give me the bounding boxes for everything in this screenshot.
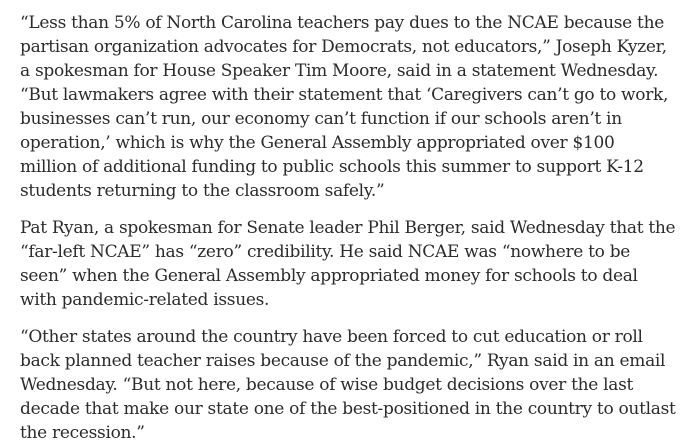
article-paragraph-ryan-email: “Other states around the country have been forced to cut education or roll back planned teacher raises because of the pandemic,” Ryan said in an email Wednesday. “But not here, because of wise budget decisions over the last decade that make our state one of the best-positioned in the country to outlast the recession.”	[20, 327, 676, 443]
article-paragraph-ryan-credibility: Pat Ryan, a spokesman for Senate leader Phil Berger, said Wednesday that the “far-left NCAE” has “zero” credibility. He said NCAE was “nowhere to be seen” when the General Assembly appropriated money for schools to deal with pandemic-related issues.	[20, 218, 676, 310]
article-paragraph-kyzer-statement: “Less than 5% of North Carolina teachers pay dues to the NCAE because the partisan organization advocates for Democrats, not educators,” Joseph Kyzer, a spokesman for House Speaker Tim Moore, said in a statement Wednesday. “But lawmakers agree with their statement that ‘Caregivers can’t go to work, businesses can’t run, our economy can’t function if our schools aren’t in operation,’ which is why the General Assembly appropriated over $100 million of additional funding to public schools this summer to support K-12 students returning to the classroom safely.”	[20, 13, 669, 201]
